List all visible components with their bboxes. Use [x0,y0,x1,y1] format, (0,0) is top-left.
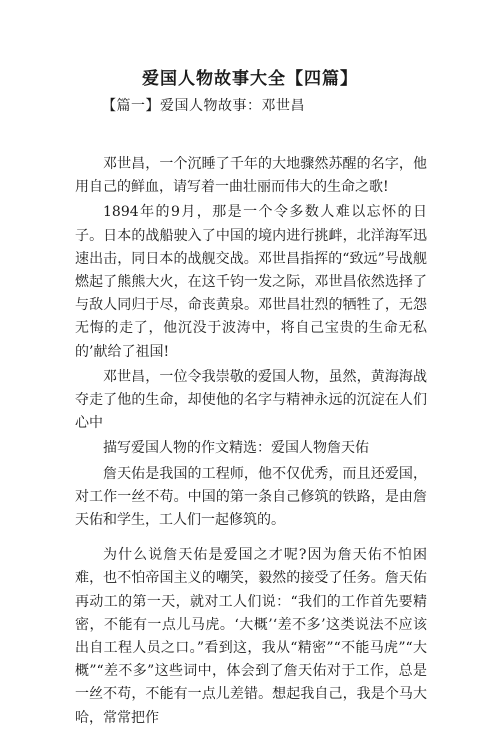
paragraph-1: 邓世昌，一个沉睡了千年的大地骤然苏醒的名字，他用自己的鲜血，请写着一曲壮丽而伟大的生命之歌! [75,156,427,196]
section-heading: 【篇一】爱国人物故事：邓世昌 [102,98,305,114]
paragraph-4-heading: 描写爱国人物的作文精选：爱国人物詹天佑 [103,440,369,457]
paragraph-2: 1894年的9月，那是一个令多数人难以忘怀的日子。日本的战船驶入了中国的境内进行挑衅，北洋海军迅速出击，同日本的战舰交战。邓世昌指挥的“致远”号战舰燃起了熊熊大火，在这千钧一发之际，邓世昌依然选择了与敌人同归于尽，命丧黄泉。邓世昌壮烈的牺牲了，无怨无悔的走了，他沉没于波涛中，将自己宝贵的生命无私的’献给了祖国! [75,204,427,360]
document-title: 爱国人物故事大全【四篇】 [142,69,358,89]
paragraph-6: 为什么说詹天佑是爱国之才呢?因为詹天佑不怕困难，也不怕帝国主义的嘲笑，毅然的接受了任务。詹天佑再动工的第一天，就对工人们说：“我们的工作首先要精密，不能有一点儿马虎。‘大概’‘差不多’这类说法不应该出自工程人员之口。”看到这，我从“精密”“不能马虎”“大概”“差不多”这些词中，体会到了詹天佑对于工作，总是一丝不苟，不能有一点儿差错。想起我自己，我是个马大哈，常常把作 [75,547,427,726]
document-body [75,153,427,732]
paragraph-5: 詹天佑是我国的工程师，他不仅优秀，而且还爱国，对工作一丝不苟。中国的第一条自己修筑的铁路，是由詹天佑和学生，工人们一起修筑的。 [75,465,427,529]
paragraph-3: 邓世昌，一位令我崇敬的爱国人物，虽然，黄海海战夺走了他的生命，却使他的名字与精神永远的沉淀在人们心中 [75,368,427,432]
